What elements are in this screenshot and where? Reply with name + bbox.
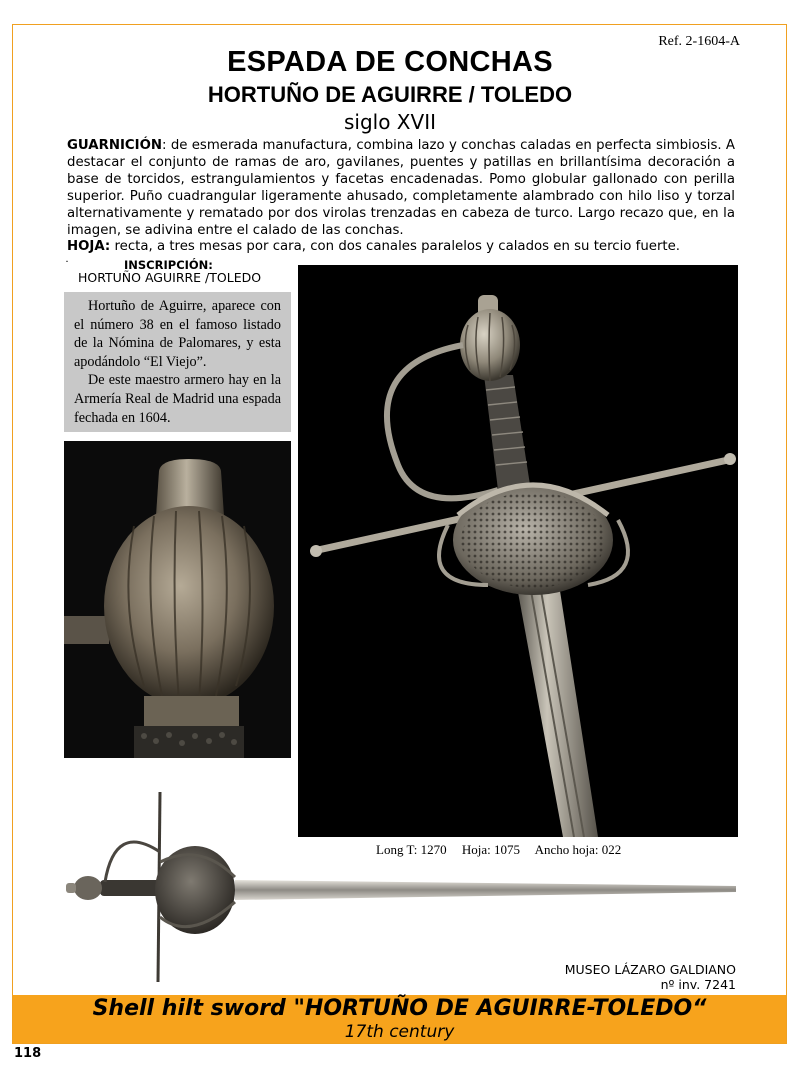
full-sword-illustration — [60, 782, 740, 992]
inscription-dot: · — [65, 254, 69, 268]
pommel-illustration — [64, 441, 291, 758]
hoja-text: recta, a tres mesas por cara, con dos canales paralelos y calados en su tercio fuerte. — [110, 239, 681, 255]
hoja-label: HOJA: — [67, 239, 111, 255]
maker-note — [64, 292, 291, 432]
note-paragraph-2: De este maestro armero hay en la Armería Real de Madrid una espada fechada en 1604. — [74, 372, 281, 426]
note-paragraph-1: Hortuño de Aguirre, aparece con el número 38 en el famoso listado de la Nómina de Palomares, y esta apodándolo “El Viejo”. — [74, 298, 281, 370]
page-number: 118 — [14, 1046, 42, 1061]
english-title-banner — [13, 995, 786, 1043]
museum-name: MUSEO LÁZARO GALDIANO — [564, 962, 736, 977]
museum-credit — [565, 962, 736, 992]
dimension-length: Long T: 1270 — [376, 842, 447, 857]
hilt-photo — [298, 265, 738, 837]
inscription-label: INSCRIPCIÓN: — [124, 258, 213, 272]
full-sword-photo — [60, 782, 740, 992]
page-subtitle: HORTUÑO DE AGUIRRE / TOLEDO — [207, 82, 573, 107]
description-text — [67, 138, 735, 256]
reference-number: Ref. 2-1604-A — [658, 34, 740, 49]
banner-subtitle: 17th century — [344, 1022, 455, 1042]
museum-inventory: nº inv. 7241 — [660, 977, 736, 992]
page-title: ESPADA DE CONCHAS — [227, 46, 553, 78]
dimension-width: Ancho hoja: 022 — [534, 842, 622, 857]
dimension-blade: Hoja: 1075 — [461, 842, 521, 857]
guarnicion-text: : de esmerada manufactura, combina lazo y conchas caladas en perfecta simbiosis. A destacar el conjunto de ramas de aro, gavilanes, puentes y patillas en brillantísima decoración a base de torcidos, estrangulamientos y facetas encadenadas. Pomo globular gallonado con perilla superior. Puño cuadrangular ligeramente ahusado, completamente alambrado con hilo liso y torzal alternativamente y rematado por dos virolas trenzadas en cabeza de turco. Largo recazo que, en la imagen, se adivina entre el calado de las conchas. — [67, 138, 735, 238]
century-label: siglo XVII — [343, 110, 436, 134]
guarnicion-label: GUARNICIÓN — [67, 138, 163, 153]
pommel-closeup-photo — [64, 441, 291, 758]
inscription-text: HORTUÑO AGUIRRE /TOLEDO — [78, 270, 262, 285]
banner-title: Shell hilt sword "HORTUÑO DE AGUIRRE-TOLEDO“ — [92, 996, 707, 1021]
hilt-illustration — [298, 265, 738, 837]
